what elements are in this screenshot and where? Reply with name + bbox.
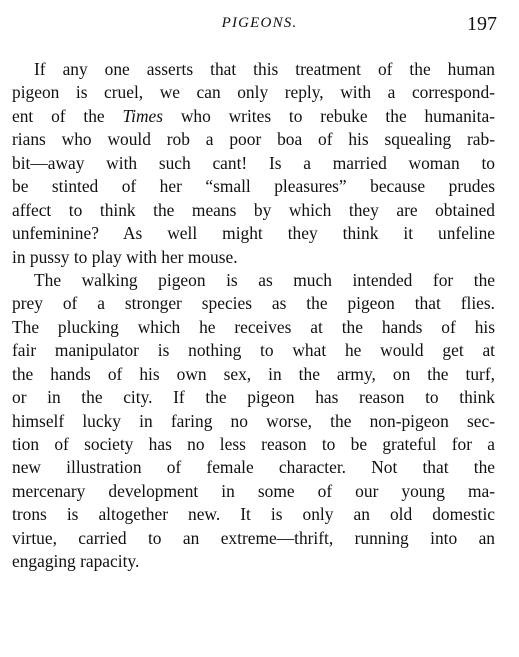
text-line: affect to think the means by which they are obtained <box>12 199 495 220</box>
paragraph <box>12 58 495 269</box>
text-line: fair manipulator is nothing to what he would get at <box>12 340 495 361</box>
italic-text: Times <box>122 105 164 126</box>
text-line: rians who would rob a poor boa of his squealing rab- <box>12 129 495 150</box>
text-line: virtue, carried to an extreme—thrift, running into an <box>12 527 495 548</box>
text-line: trons is altogether new. It is only an old domestic <box>12 504 495 525</box>
text-line: unfeminine? As well might they think it unfeline <box>12 223 495 244</box>
text-line: new illustration of female character. Not that the <box>12 457 495 478</box>
page-header <box>0 14 519 38</box>
text-line: The walking pigeon is as much intended for the <box>34 269 495 290</box>
text-line: ent of the Times who writes to rebuke the humanita- <box>12 105 495 126</box>
text-line: the hands of his own sex, in the army, on the turf, <box>12 363 495 384</box>
body-text <box>12 58 495 574</box>
text-line: or in the city. If the pigeon has reason to think <box>12 387 495 408</box>
text-line: in pussy to play with her mouse. <box>12 246 238 267</box>
text-line: engaging rapacity. <box>12 551 140 572</box>
paragraph <box>12 269 495 574</box>
text-line: mercenary development in some of our young ma- <box>12 480 495 501</box>
text-line: himself lucky in faring no worse, the non-pigeon sec- <box>12 410 495 431</box>
running-title: PIGEONS. <box>221 15 298 31</box>
text-line: If any one asserts that this treatment of the human <box>34 59 495 79</box>
text-line: bit—away with such cant! Is a married woman to <box>12 152 495 173</box>
text-line: prey of a stronger species as the pigeon that flies. <box>12 293 495 314</box>
text-line: be stinted of her “small pleasures” because prudes <box>12 176 495 197</box>
text-line: pigeon is cruel, we can only reply, with a correspond- <box>12 82 495 103</box>
text-line: tion of society has no less reason to be grateful for a <box>12 434 495 454</box>
page-number: 197 <box>467 13 497 35</box>
text-line: The plucking which he receives at the hands of his <box>12 316 495 337</box>
